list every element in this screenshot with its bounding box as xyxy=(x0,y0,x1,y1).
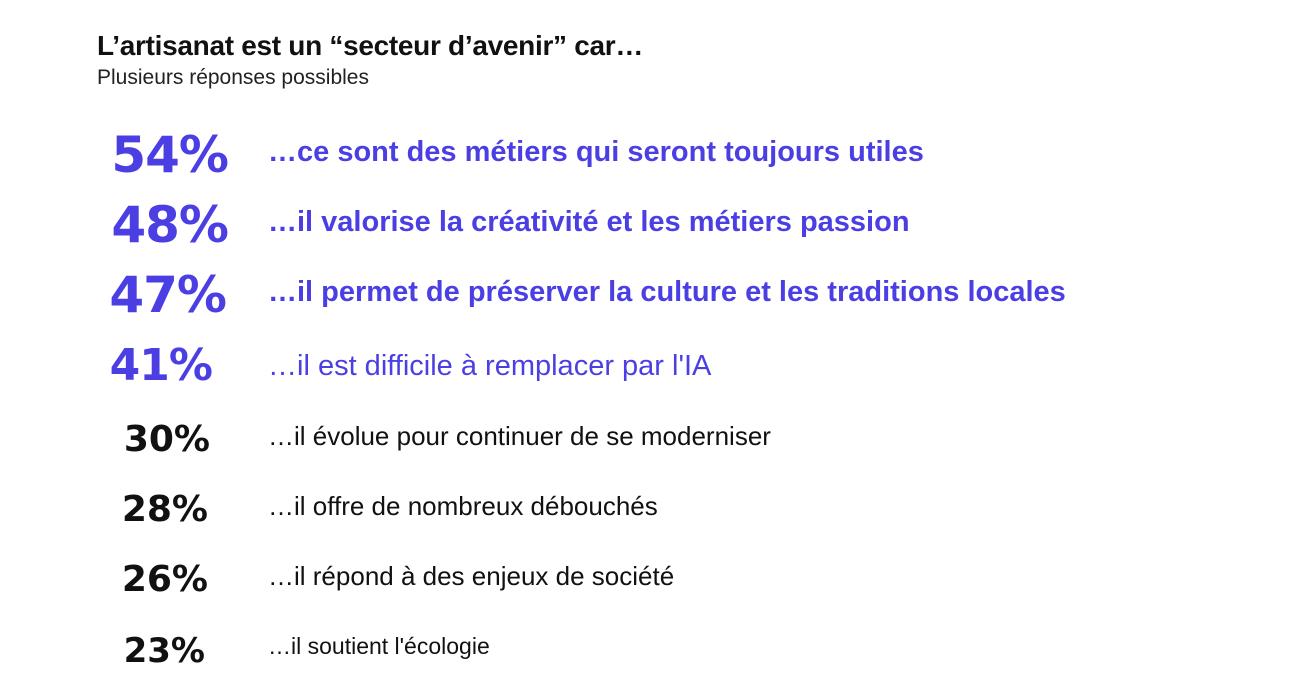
percentage-value: 28% xyxy=(121,489,208,530)
response-label: …il offre de nombreux débouchés xyxy=(268,491,658,521)
response-label: …il soutient l'écologie xyxy=(268,633,490,659)
response-label: …il permet de préserver la culture et les traditions locales xyxy=(268,276,1066,308)
response-label: …il est difficile à remplacer par l'IA xyxy=(268,350,712,382)
response-row xyxy=(0,126,1300,190)
response-row xyxy=(0,558,1300,618)
response-label: …il répond à des enjeux de société xyxy=(268,561,675,591)
percentage-value: 41% xyxy=(109,340,212,391)
response-label: …il évolue pour continuer de se moderniser xyxy=(268,421,771,451)
chart-subtitle: Plusieurs réponses possibles xyxy=(97,66,369,89)
response-label: …il valorise la créativité et les métiers passion xyxy=(268,206,910,238)
response-row xyxy=(0,488,1300,548)
response-row xyxy=(0,340,1300,404)
response-label: …ce sont des métiers qui seront toujours utiles xyxy=(268,136,924,168)
percentage-value: 47% xyxy=(109,266,226,324)
percentage-value: 23% xyxy=(123,631,205,671)
response-row xyxy=(0,196,1300,260)
percentage-value: 54% xyxy=(111,126,228,184)
response-row xyxy=(0,418,1300,478)
percentage-value: 30% xyxy=(123,419,210,460)
percentage-value: 26% xyxy=(121,559,208,600)
response-row xyxy=(0,266,1300,330)
response-row xyxy=(0,630,1300,690)
percentage-value: 48% xyxy=(111,196,228,254)
chart-title: L’artisanat est un “secteur d’avenir” car… xyxy=(97,30,644,61)
